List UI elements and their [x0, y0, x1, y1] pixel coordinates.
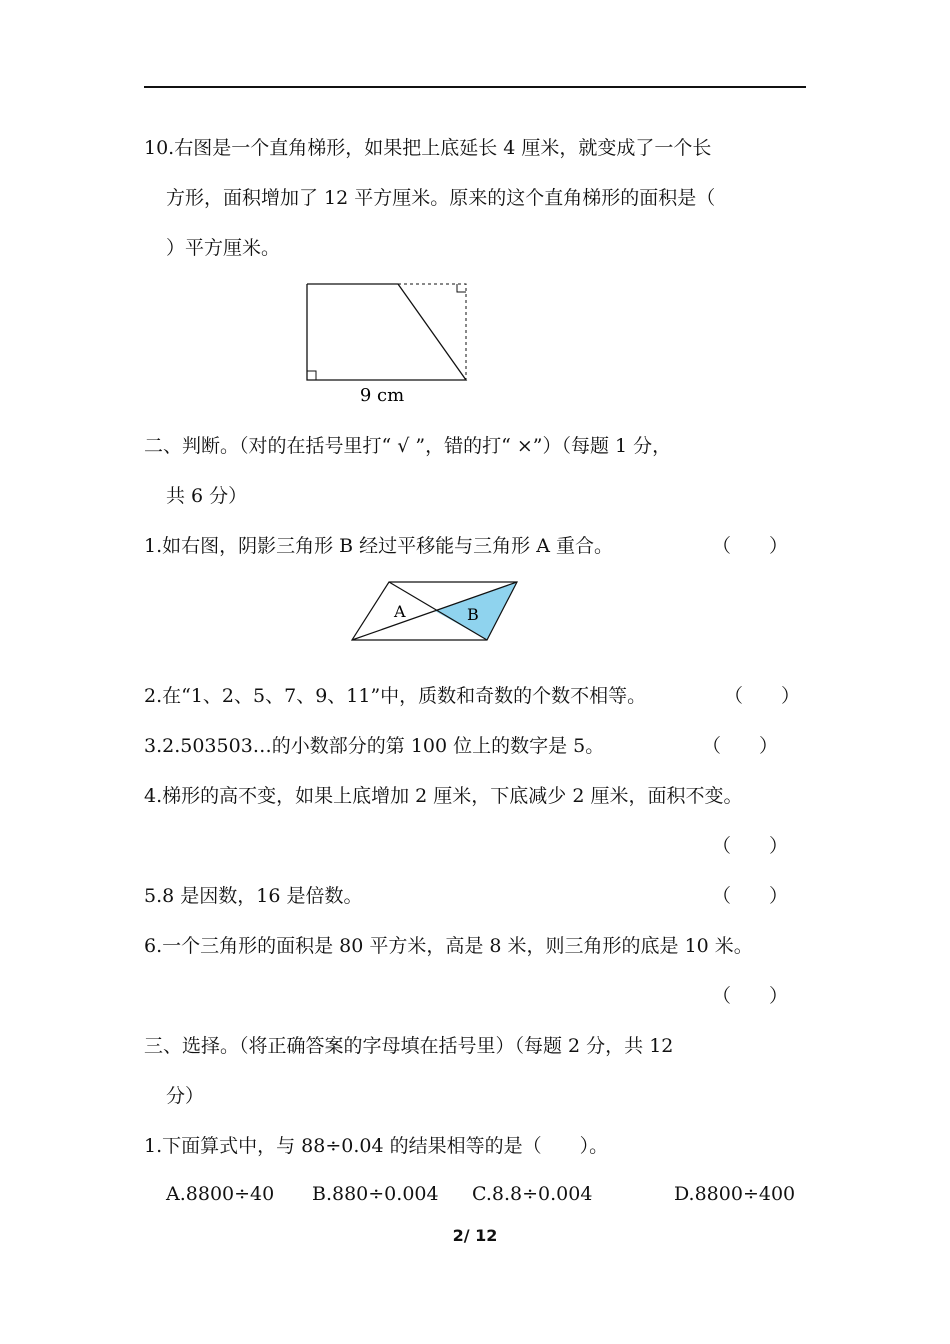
choice-question-1: 1.下面算式中，与 88÷0.04 的结果相等的是（ ）。: [144, 1135, 609, 1157]
choice-option-a[interactable]: A.8800÷40: [166, 1183, 275, 1205]
judge-item-5: 5.8 是因数，16 是倍数。: [144, 885, 363, 907]
parallelogram-figure: [350, 580, 520, 644]
right-angle-mark-bottom: [307, 371, 316, 380]
right-angle-mark-top: [457, 284, 466, 292]
choice-option-c[interactable]: C.8.8÷0.004: [472, 1183, 593, 1205]
judge-item-4: 4.梯形的高不变，如果上底增加 2 厘米，下底减少 2 厘米，面积不变。: [144, 785, 743, 807]
q10-line-1: 10.右图是一个直角梯形，如果把上底延长 4 厘米，就变成了一个长: [144, 137, 712, 159]
section2-heading-2: 共 6 分）: [166, 485, 248, 507]
page-number: 2/ 12: [452, 1226, 498, 1245]
judge-answer-4[interactable]: （ ）: [712, 835, 789, 857]
q10-line-3: ）平方厘米。: [166, 237, 281, 259]
judge-answer-3[interactable]: （ ）: [702, 735, 779, 757]
judge-item-3: 3.2.503503…的小数部分的第 100 位上的数字是 5。: [144, 735, 605, 757]
base-length-label: 9 cm: [359, 385, 405, 406]
triangle-label-b: B: [467, 605, 479, 624]
trapezoid-figure: [300, 278, 470, 408]
trapezoid-outline: [307, 284, 466, 380]
triangle-label-a: A: [394, 602, 406, 621]
judge-item-6: 6.一个三角形的面积是 80 平方米，高是 8 米，则三角形的底是 10 米。: [144, 935, 753, 957]
judge-item-2: 2.在“1、2、5、7、9、11”中，质数和奇数的个数不相等。: [144, 685, 647, 707]
judge-answer-2[interactable]: （ ）: [724, 685, 801, 707]
judge-item-1: 1.如右图，阴影三角形 B 经过平移能与三角形 A 重合。: [144, 535, 613, 557]
header-rule: [144, 86, 806, 88]
section2-heading-1: 二、判断。（对的在括号里打“ √ ”，错的打“ ×”）（每题 1 分，: [144, 435, 672, 457]
judge-answer-1[interactable]: （ ）: [712, 535, 789, 557]
section3-heading-2: 分）: [166, 1085, 205, 1107]
section3-heading-1: 三、选择。（将正确答案的字母填在括号里）（每题 2 分，共 12: [144, 1035, 674, 1057]
judge-answer-5[interactable]: （ ）: [712, 885, 789, 907]
choice-option-b[interactable]: B.880÷0.004: [312, 1183, 439, 1205]
judge-answer-6[interactable]: （ ）: [712, 985, 789, 1007]
choice-option-d[interactable]: D.8800÷400: [674, 1183, 796, 1205]
q10-line-2: 方形，面积增加了 12 平方厘米。原来的这个直角梯形的面积是（: [166, 187, 716, 209]
